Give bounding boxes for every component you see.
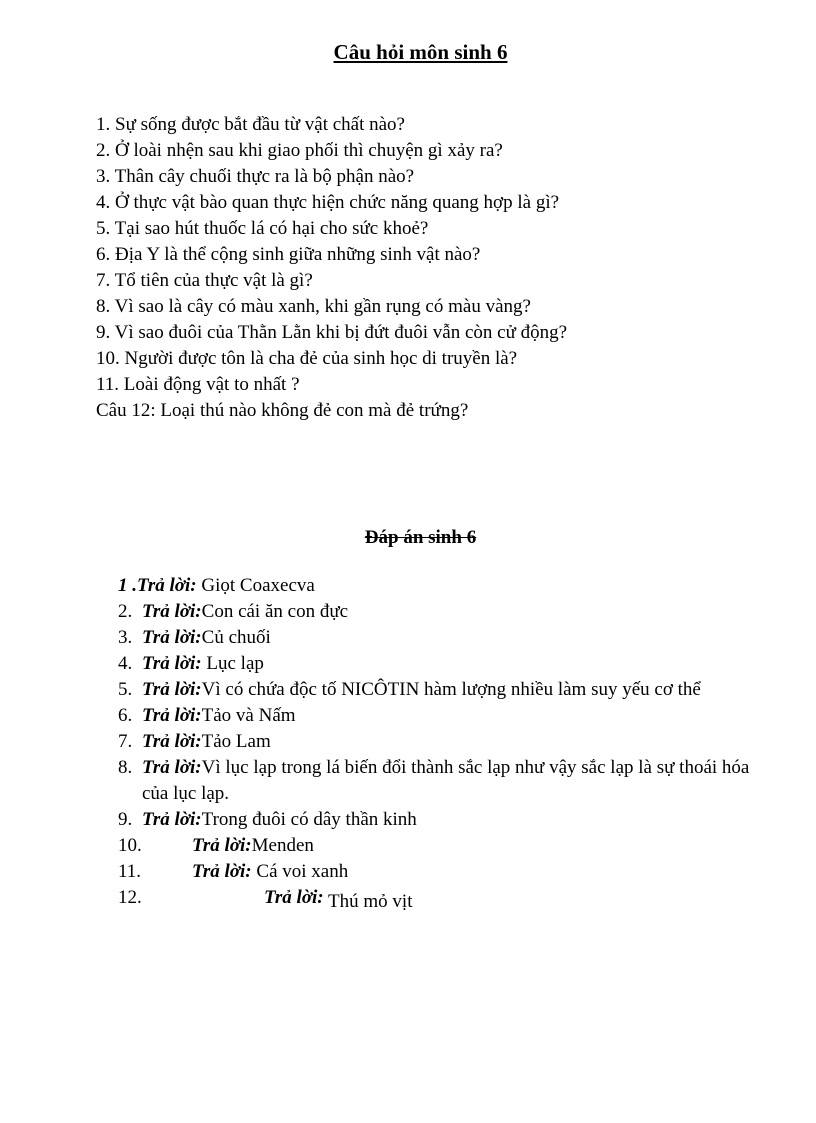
- answer-text: Vì lục lạp trong lá biến đổi thành sắc lạp như vậy sắc lạp là sự thoái hóa của lục lạp.: [142, 757, 750, 804]
- question-list: [96, 112, 776, 424]
- answer-label: Trả lời:: [264, 887, 324, 908]
- question-item: 5. Tại sao hút thuốc lá có hại cho sức khoẻ?: [96, 218, 429, 239]
- answer-text: Cá voi xanh: [251, 861, 349, 882]
- answer-label: Trả lời:: [142, 757, 202, 778]
- answer-text: Menden: [251, 835, 314, 856]
- answer-item: [118, 599, 758, 625]
- answer-label: Trả lời:: [142, 627, 202, 648]
- answer-label: Trả lời:: [142, 679, 202, 700]
- answer-label: Trả lời:: [142, 601, 202, 622]
- answer-number: 9.: [118, 809, 133, 830]
- answer-number: 7.: [118, 731, 133, 752]
- answer-label: Trả lời:: [142, 705, 202, 726]
- question-item: 4. Ở thực vật bào quan thực hiện chức năng quang hợp là gì?: [96, 192, 560, 213]
- question-item: 10. Người được tôn là cha đẻ của sinh học di truyền là?: [96, 348, 518, 369]
- answer-item: [118, 885, 758, 911]
- answer-item: [118, 677, 758, 703]
- answer-label: Trả lời:: [142, 809, 202, 830]
- answer-label: Trả lời:: [137, 575, 197, 596]
- answer-number: 8.: [118, 757, 133, 778]
- answer-text: Giọt Coaxecva: [196, 575, 315, 596]
- answer-text: Thú mỏ vịt: [323, 891, 413, 912]
- answer-text: Lục lạp: [201, 653, 264, 674]
- answer-text: Tảo và Nấm: [201, 705, 296, 726]
- answer-label: Trả lời:: [192, 835, 252, 856]
- question-item: 3. Thân cây chuối thực ra là bộ phận nào?: [96, 166, 415, 187]
- question-item: 7. Tổ tiên của thực vật là gì?: [96, 270, 313, 291]
- answer-text: Trong đuôi có dây thần kinh: [201, 809, 417, 830]
- question-item: 2. Ở loài nhện sau khi giao phối thì chuyện gì xảy ra?: [96, 140, 503, 161]
- answer-list: [118, 573, 758, 911]
- answer-number: 1 .: [118, 575, 137, 596]
- answer-number: 2.: [118, 601, 133, 622]
- question-item: Câu 12: Loại thú nào không đẻ con mà đẻ trứng?: [96, 400, 469, 421]
- question-item: 6. Địa Y là thể cộng sinh giữa những sinh vật nào?: [96, 244, 481, 265]
- answer-text: Củ chuối: [201, 627, 271, 648]
- answer-text: Tảo Lam: [201, 731, 271, 752]
- answer-item: [118, 807, 758, 833]
- answer-label: Trả lời:: [142, 653, 202, 674]
- answer-item: [118, 833, 758, 859]
- answer-item: [118, 703, 758, 729]
- question-item: 1. Sự sống được bắt đầu từ vật chất nào?: [96, 114, 405, 135]
- answer-number: 6.: [118, 705, 133, 726]
- answer-item: [118, 573, 758, 599]
- answer-number: 5.: [118, 679, 133, 700]
- question-item: 11. Loài động vật to nhất ?: [96, 374, 300, 395]
- answer-number: 3.: [118, 627, 133, 648]
- answer-item: [118, 729, 758, 755]
- answer-item: [118, 859, 758, 885]
- answer-item: [118, 651, 758, 677]
- answer-number: 11.: [118, 861, 142, 882]
- answer-number: 10.: [118, 835, 142, 856]
- page-title: Câu hỏi môn sinh 6: [333, 40, 508, 64]
- answer-number: 12.: [118, 887, 142, 908]
- answer-item: [118, 625, 758, 651]
- question-item: 9. Vì sao đuôi của Thằn Lằn khi bị đứt đuôi vẫn còn cử động?: [96, 322, 568, 343]
- answer-label: Trả lời:: [142, 731, 202, 752]
- answer-label: Trả lời:: [192, 861, 252, 882]
- answer-number: 4.: [118, 653, 133, 674]
- question-item: 8. Vì sao là cây có màu xanh, khi gần rụng có màu vàng?: [96, 296, 531, 317]
- answer-text: Vì có chứa độc tố NICÔTIN hàm lượng nhiều làm suy yếu cơ thể: [201, 679, 701, 700]
- answer-item: [118, 755, 758, 807]
- answers-title: Đáp án sinh 6: [364, 527, 477, 548]
- answer-text: Con cái ăn con đực: [201, 601, 349, 622]
